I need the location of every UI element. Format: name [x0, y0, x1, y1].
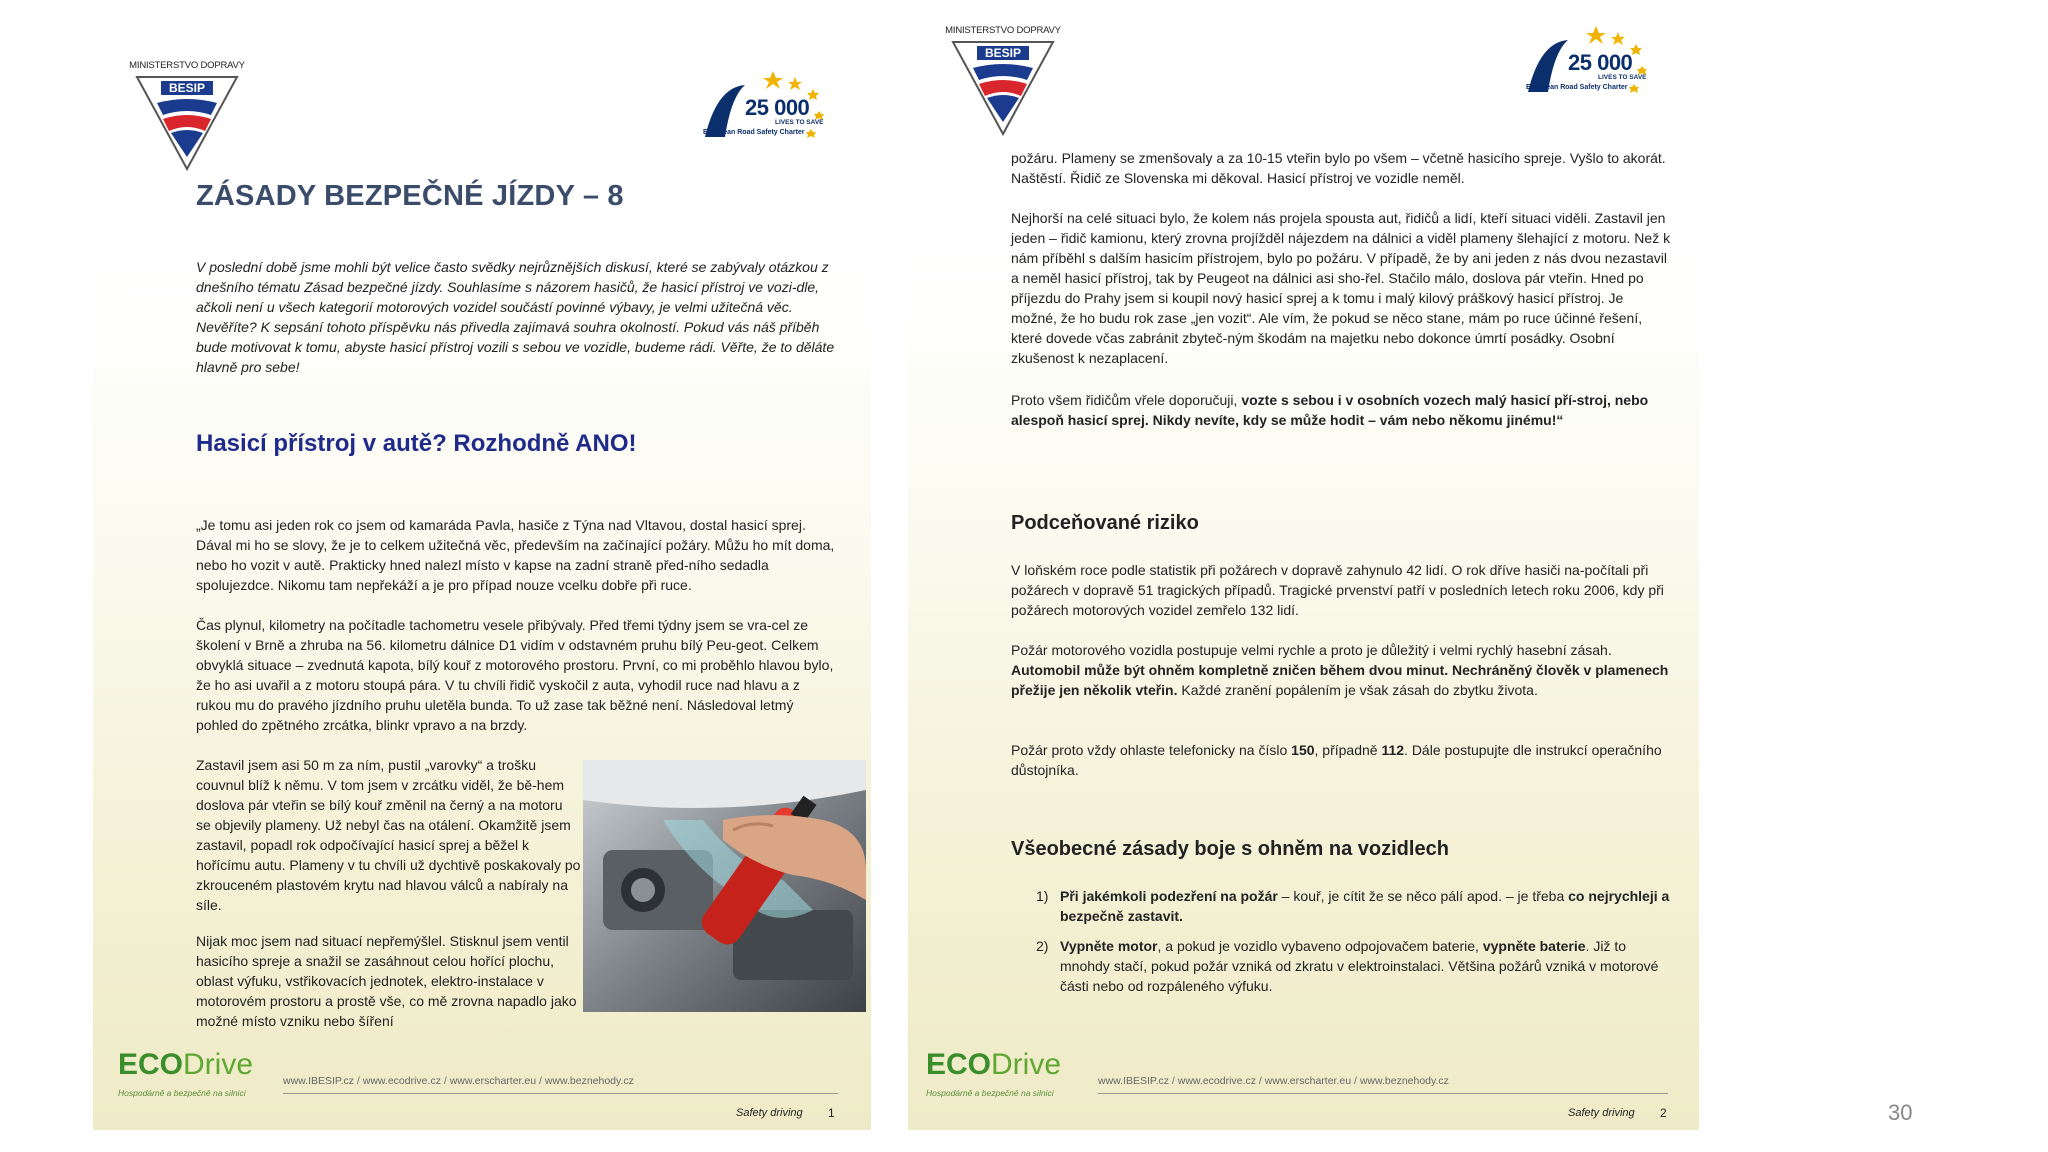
list-item-bold-2: vypněte baterie	[1482, 938, 1586, 954]
heading-underestimated-risk: Podceňované riziko	[1011, 512, 1199, 534]
emergency-text-or: , případně	[1314, 742, 1382, 758]
list-item-number: 1)	[1036, 888, 1049, 904]
ers-charter-text: European Road Safety Charter	[1526, 84, 1628, 91]
ers-charter-logo	[1526, 22, 1661, 107]
story-paragraph-2: Čas plynul, kilometry na počítadle tachometru vesele přibývaly. Před třemi týdny jsem se vra-cel ze školení v Brně a zhruba na 56. kilometru dálnice D1 vidím v odstavném pruhu bílý Peu-geot. Celkem obvyklá situace – zvednutá kapota, bílý kouř z motorového prostoru. První, co mi proběhlo hlavou bylo, že ho asi uvařil a z motoru stoupá pára. V tu chvíli řidič vyskočil z auta, vyhodil ruce nad hlavu a z rukou mu do pravého jízdního pruhu uletěla bunda. To už zase tak běžné není. Následoval letmý pohled do zpětného zrcátka, blinkr vpravo a na brzdy.	[196, 617, 834, 733]
ers-charter-logo	[703, 67, 838, 152]
ecodrive-subtitle: Hospodárně a bezpečně na silnici	[926, 1088, 1054, 1098]
ecodrive-subtitle: Hospodárně a bezpečně na silnici	[118, 1088, 246, 1098]
recommendation-bold: vozte s sebou i v osobních vozech malý hasicí pří-stroj, nebo alespoň hasicí sprej. Nikdy nevíte, kdy se může hodit – vám nebo někomu jinému!“	[1011, 392, 1649, 428]
list-item-bold-end: co nejrychleji a bezpečně zastavit.	[1060, 888, 1670, 924]
emergency-text: Požár proto vždy ohlaste telefonicky na číslo	[1011, 742, 1292, 758]
story-paragraph-3: Zastavil jsem asi 50 m za ním, pustil „varovky“ a trošku couvnul blíž k němu. V tom jsem v zrcátku viděl, že bě-hem doslova pár vteřin se bílý kouř změnil na černý a na motoru se objevily plameny. Už nebyl čas na otálení. Okamžitě jsem zastavil, popadl rok odpočívající hasicí sprej a běžel k hořícímu autu. Plameny v tu chvíli už dychtivě poskakovaly po zkrouceném plastovém krytu nad hlavou válců a nabíraly na síle.	[196, 757, 581, 913]
ers-tagline: LIVES TO SAVE	[1598, 74, 1647, 81]
footer-divider	[283, 1093, 838, 1094]
ministry-text: MINISTERSTVO DOPRAVY	[129, 60, 245, 71]
intro-paragraph: V poslední době jsme mohli být velice často svědky nejrůznějších diskusí, které se zabývaly otázkou z dnešního tématu Zásad bezpečné jízdy. Souhlasíme s názorem hasičů, že hasicí přístroj ve vozi-dle, ačkoli není u všech kategorií motorových vozidel součástí povinné výbavy, je velmi užitečná věc. Nevěříte? K sepsání tohoto příspěvku nás přivedla zajímavá souhra okolností. Pokud vás náš příběh bude motivovat k tomu, abyste hasicí přístroj vozili s sebou ve vozidle, budeme rádi. Věřte, že to děláte hlavně pro sebe!	[196, 259, 835, 375]
document-page-1	[93, 25, 871, 1130]
ecodrive-drive: Drive	[183, 1048, 254, 1081]
story-paragraph-5: Nejhorší na celé situaci bylo, že kolem nás projela spousta aut, řidičů a lidí, kteří situaci viděli. Zastavil jen jeden – řidič kamionu, který zrovna projížděl nájezdem na dálnici a viděl plameny šlehající z motoru. Než k nám příběhl s dalším hasicím přístrojem, bylo po požáru. V případě, že by ani jeden z nás dvou nezastavil a neměl hasicí přístroj, tak by Peugeot na dálnici asi sho-řel. Stačilo málo, doslova pár vteřin. Hned po příjezdu do Prahy jsem si koupil nový hasicí sprej a k tomu i malý kilový práškový hasicí přístroj. Je možné, že ho budu rok zase „jen vozit“. Ale vím, že pokud se něco stane, mám po ruce účinné řešení, které dovede včas zabránit zbyteč-ným škodám na majetku nebo dokonce úmrtí posádky. Osobní zkušenost k nezaplacení.	[1011, 210, 1671, 366]
footer-divider	[1098, 1093, 1668, 1094]
list-item-number: 2)	[1036, 938, 1049, 954]
story-paragraph-1: „Je tomu asi jeden rok co jsem od kamaráda Pavla, hasiče z Týna nad Vltavou, dostal hasicí sprej. Dával mi ho se slovy, že je to celkem užitečná věc, především na začínající požáry. Můžu ho mít doma, nebo ho vozit v autě. Prakticky hned nalezl místo v kapse na zadní straně před-ního sedadla spolujezdce. Nikomu tam nepřekáží a je pro případ nouze vcelku dobře při ruce.	[196, 517, 835, 593]
fire-speed-bold: Automobil může být ohněm kompletně zničen během dvou minut. Nechráněný člověk v plamenech přežije jen několik vteřin.	[1011, 662, 1669, 698]
ers-tagline: LIVES TO SAVE	[775, 119, 824, 126]
ecodrive-logo	[118, 1048, 253, 1082]
slide-number: 30	[1888, 1100, 1913, 1125]
ecodrive-eco: ECO	[926, 1048, 992, 1081]
ecodrive-logo	[926, 1048, 1061, 1082]
fire-speed-text-end: Každé zranění popálením je však zásah do zbytku života.	[1177, 682, 1538, 698]
statistics-paragraph: V loňském roce podle statistik při požárech v dopravě zahynulo 42 lidí. O rok dříve hasiči na-počítali při požárech v dopravě 51 tragických případů. Tragické prvenství patří v posledních letech roku 2006, kdy při požárech motorových vozidel zemřelo 132 lidí.	[1011, 562, 1664, 618]
ministry-besip-logo	[938, 25, 1068, 138]
emergency-number-112: 112	[1381, 742, 1405, 758]
footer-safety-label: Safety driving	[1568, 1107, 1635, 1119]
list-item-bold: Vypněte motor	[1060, 938, 1158, 954]
fire-speed-paragraph	[1011, 640, 1671, 700]
page-title: ZÁSADY BEZPEČNÉ JÍZDY – 8	[196, 180, 624, 212]
ministry-text: MINISTERSTVO DOPRAVY	[945, 25, 1061, 36]
page-number: 2	[1660, 1106, 1667, 1120]
document-page-2	[908, 0, 1699, 1130]
heading-general-rules: Všeobecné zásady boje s ohněm na vozidlech	[1011, 838, 1449, 860]
page-number: 1	[828, 1106, 835, 1120]
ers-number: 25 000	[745, 95, 810, 120]
besip-shield-icon	[133, 73, 241, 173]
engine-extinguisher-photo	[583, 760, 866, 1012]
section-subtitle: Hasicí přístroj v autě? Rozhodně ANO!	[196, 430, 637, 457]
list-item-text: – kouř, je cítit že se něco pálí apod. – je třeba	[1277, 888, 1569, 904]
ers-number: 25 000	[1568, 50, 1633, 75]
besip-label: BESIP	[984, 46, 1022, 60]
emergency-text-end: . Dále postupujte dle instrukcí operačního důstojníka.	[1011, 742, 1662, 778]
footer-links[interactable]: www.IBESIP.cz / www.ecodrive.cz / www.erscharter.eu / www.beznehody.cz	[1098, 1075, 1449, 1087]
story-paragraph-4: Nijak moc jsem nad situací nepřemýšlel. Stisknul jsem ventil hasicího spreje a snažil se zasáhnout celou hořící plochu, oblast výfuku, vstřikovacích jednotek, elektro-instalace v motorovém prostoru a prostě vše, co mě zrovna napadlo jako možné místo vzniku nebo šíření	[196, 933, 577, 1029]
fire-speed-text: Požár motorového vozidla postupuje velmi rychle a proto je důležitý i velmi rychlý hasební zásah.	[1011, 642, 1612, 658]
footer-links[interactable]: www.IBESIP.cz / www.ecodrive.cz / www.erscharter.eu / www.beznehody.cz	[283, 1075, 634, 1087]
emergency-number-paragraph	[1011, 740, 1671, 780]
besip-shield-icon	[949, 38, 1057, 138]
list-item	[1036, 886, 1676, 926]
list-item-text: , a pokud je vozidlo vybaveno odpojovačem baterie,	[1157, 938, 1483, 954]
recommendation-text: Proto všem řidičům vřele doporučuji,	[1011, 392, 1242, 408]
list-item-bold: Při jakémkoli podezření na požár	[1060, 888, 1278, 904]
story-continuation-paragraph: požáru. Plameny se zmenšovaly a za 10-15 vteřin bylo po všem – včetně hasicího spreje. Vyšlo to akorát. Naštěstí. Řidič ze Slovenska mi děkoval. Hasicí přístroj ve vozidle neměl.	[1011, 150, 1666, 186]
emergency-number-150: 150	[1291, 742, 1315, 758]
footer-safety-label: Safety driving	[736, 1107, 803, 1119]
ecodrive-drive: Drive	[991, 1048, 1062, 1081]
list-item-text-end: . Již to mnohdy stačí, pokud požár vzniká od zkratu v elektroinstalaci. Většina požárů vzniká v motorové části nebo od rozpáleného výfuku.	[1060, 938, 1659, 994]
list-item	[1036, 936, 1676, 996]
ecodrive-eco: ECO	[118, 1048, 184, 1081]
ers-charter-text: European Road Safety Charter	[703, 129, 805, 136]
ministry-besip-logo	[122, 60, 252, 173]
besip-label: BESIP	[168, 81, 206, 95]
recommendation-paragraph	[1011, 390, 1671, 430]
